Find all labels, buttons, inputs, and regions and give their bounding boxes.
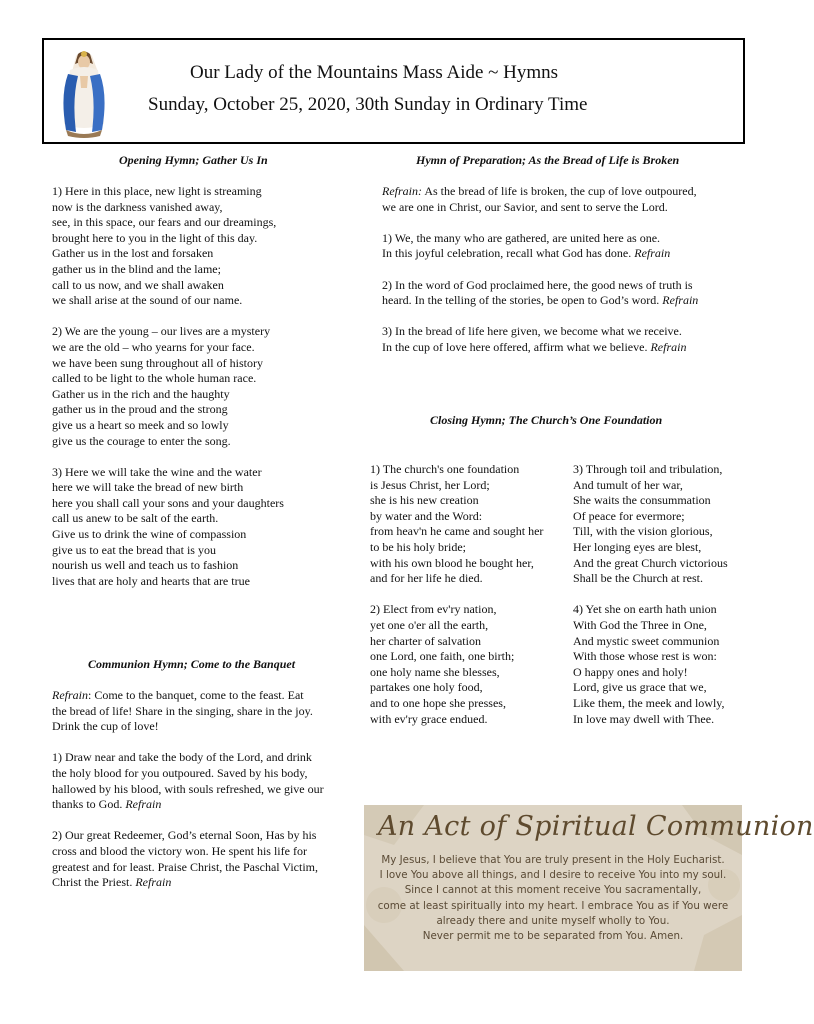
preparation-hymn-verse-3: 3) In the bread of life here given, we become what we receive. In the cup of love here offered, affirm what we believe. Refrain <box>382 324 687 354</box>
closing-hymn-col-1 <box>370 462 543 727</box>
spiritual-communion-prayer: My Jesus, I believe that You are truly present in the Holy Eucharist. I love You above all things, and I desire to receive You into my soul. Since I cannot at this moment receive You sacramentally, come at least spiritually into my heart. I embrace You as if You were already there and unite myself wholly to You. Never permit me to be separated from You. Amen. <box>377 854 729 943</box>
spiritual-communion-card <box>364 805 814 971</box>
closing-hymn-verse-4: 4) Yet she on earth hath union With God the Three in One, And mystic sweet communion With those whose rest is won: O happy ones and holy! Lord, give us grace that we, Like them, the meek and lowly, In love may dwell with Thee. <box>573 602 725 726</box>
preparation-hymn-verse-2: 2) In the word of God proclaimed here, the good news of truth is heard. In the telling of the stories, be open to God’s word. Refrain <box>382 277 699 308</box>
communion-hymn-verse-2: 2) Our great Redeemer, God’s eternal Soon, Has by his cross and blood the victory won. He spent his life for greatest and for least. Praise Christ, the Paschal Victim, Christ the Priest. Refrain <box>52 828 318 890</box>
virgin-mary-icon <box>54 46 114 138</box>
closing-hymn-col-2 <box>573 462 728 727</box>
communion-hymn-verse-1: 1) Draw near and take the body of the Lord, and drink the holy blood for you outpoured. Saved by his body, hallowed by his blood, with souls refreshed, we give our thanks to God. Refrain <box>52 750 324 812</box>
closing-hymn-heading: Closing Hymn; The Church’s One Foundation <box>430 413 663 427</box>
spiritual-communion-title: An Act of Spiritual Communion <box>378 811 814 842</box>
opening-hymn-heading: Opening Hymn; Gather Us In <box>119 153 268 167</box>
page-header <box>42 38 745 144</box>
preparation-hymn-refrain: Refrain: As the bread of life is broken, the cup of love outpoured, we are one in Christ, our Savior, and sent to serve the Lord. <box>382 184 697 214</box>
closing-hymn-verse-2: 2) Elect from ev'ry nation, yet one o'er all the earth, her charter of salvation one Lord, one faith, one birth; one holy name she blesses, partakes one holy food, and to one hope she presses, with ev'ry grace endued. <box>370 602 515 726</box>
opening-hymn-text <box>52 184 284 589</box>
page-title: Our Lady of the Mountains Mass Aide ~ Hymns <box>190 62 559 83</box>
communion-hymn-text <box>52 688 324 891</box>
page-subtitle: Sunday, October 25, 2020, 30th Sunday in Ordinary Time <box>148 94 588 115</box>
communion-hymn-refrain: Refrain: Come to the banquet, come to the feast. Eat the bread of life! Share in the singing, share in the joy. Drink the cup of love! <box>52 688 313 734</box>
opening-hymn-verse-3: 3) Here we will take the wine and the water here we will take the bread of new birth here you shall call your sons and your daughters call us anew to be salt of the earth. Give us to drink the wine of compassion give us to eat the bread that is you nourish us well and teach us to fashion lives that are holy and hearts that are true <box>52 464 284 588</box>
preparation-hymn-heading: Hymn of Preparation; As the Bread of Life is Broken <box>416 153 680 167</box>
opening-hymn-verse-2: 2) We are the young – our lives are a mystery we are the old – who yearns for your face. we have been sung throughout all of history called to be light to the whole human race. Gather us in the rich and the haughty gather us in the proud and the strong give us a heart so meek and so lowly give us the courage to enter the song. <box>52 324 271 448</box>
closing-hymn-verse-1: 1) The church's one foundation is Jesus Christ, her Lord; she is his new creation by water and the Word: from heav'n he came and sought her to be his holy bride; with his own blood he bought her, and for her life he died. <box>370 462 544 586</box>
closing-hymn-verse-3: 3) Through toil and tribulation, And tumult of her war, She waits the consummation Of peace for evermore; Till, with the vision glorious, Her longing eyes are blest, And the great Church victorious Shall be the Church at rest. <box>573 462 728 586</box>
preparation-hymn-verse-1: 1) We, the many who are gathered, are united here as one. In this joyful celebration, recall what God has done. Refrain <box>382 230 671 261</box>
communion-hymn-heading: Communion Hymn; Come to the Banquet <box>88 657 296 671</box>
opening-hymn-verse-1: 1) Here in this place, new light is streaming now is the darkness vanished away, see, in this space, our fears and our dreamings, brought here to you in the light of this day. Gather us in the lost and forsaken gather us in the blind and the lame; call to us now, and we shall awaken we shall arise at the sound of our name. <box>52 184 277 308</box>
preparation-hymn-text <box>382 184 698 356</box>
